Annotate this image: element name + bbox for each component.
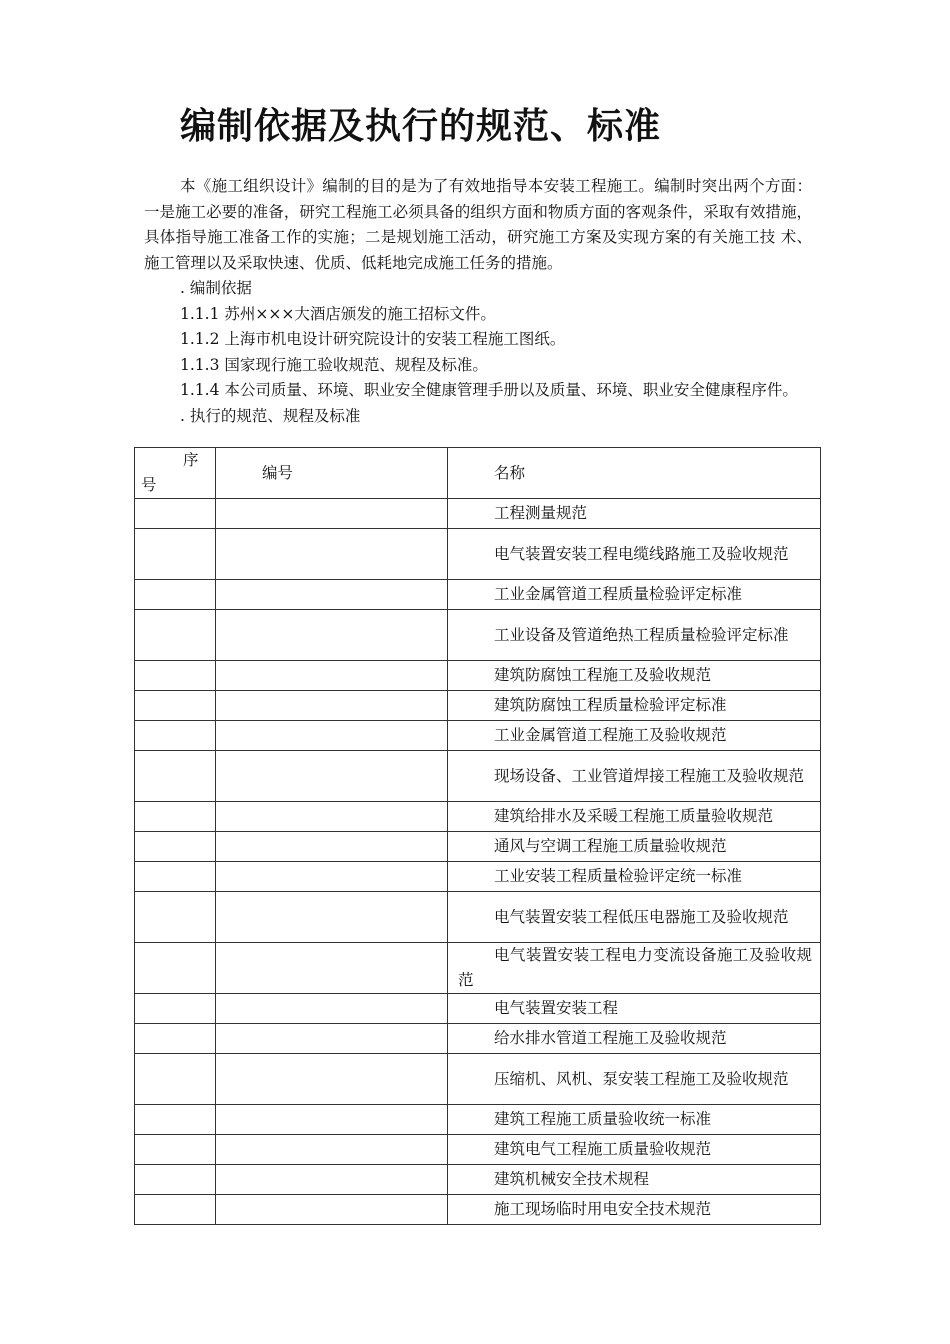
cell-name: 建筑工程施工质量验收统一标准: [448, 1105, 821, 1135]
cell-code: [216, 721, 448, 751]
cell-seq: [135, 994, 216, 1024]
cell-name: 电气装置安装工程低压电器施工及验收规范: [448, 892, 821, 943]
table-row: [135, 892, 821, 943]
cell-seq: [135, 751, 216, 802]
cell-name: 工业设备及管道绝热工程质量检验评定标准: [448, 610, 821, 661]
page-title: 编制依据及执行的规范、标准: [180, 106, 662, 147]
cell-name: 工业金属管道工程施工及验收规范: [448, 721, 821, 751]
table-header-row: [135, 448, 821, 499]
cell-name: 施工现场临时用电安全技术规范: [448, 1195, 821, 1225]
cell-name: 电气装置安装工程电力变流设备施工及验收规范: [448, 943, 821, 994]
table-row: [135, 943, 821, 994]
cell-seq: [135, 721, 216, 751]
table-row: [135, 862, 821, 892]
cell-seq: [135, 832, 216, 862]
cell-code: [216, 862, 448, 892]
cell-name: 现场设备、工业管道焊接工程施工及验收规范: [448, 751, 821, 802]
cell-code: [216, 1135, 448, 1165]
cell-name: 压缩机、风机、泵安装工程施工及验收规范: [448, 1054, 821, 1105]
header-name: 名称: [448, 448, 821, 499]
cell-seq: [135, 943, 216, 994]
cell-code: [216, 802, 448, 832]
table-row: [135, 721, 821, 751]
cell-seq: [135, 691, 216, 721]
cell-seq: [135, 1165, 216, 1195]
cell-name: 建筑机械安全技术规程: [448, 1165, 821, 1195]
body-text: [144, 174, 812, 429]
table-row: [135, 529, 821, 580]
cell-seq: [135, 892, 216, 943]
table-row: [135, 691, 821, 721]
table-row: [135, 1105, 821, 1135]
cell-code: [216, 892, 448, 943]
cell-seq: [135, 610, 216, 661]
table-row: [135, 1054, 821, 1105]
cell-code: [216, 580, 448, 610]
cell-name: 建筑防腐蚀工程质量检验评定标准: [448, 691, 821, 721]
standards-table-body: [135, 448, 821, 1225]
cell-code: [216, 661, 448, 691]
cell-code: [216, 994, 448, 1024]
cell-name: 给水排水管道工程施工及验收规范: [448, 1024, 821, 1054]
table-row: [135, 832, 821, 862]
table-row: [135, 610, 821, 661]
cell-name: 工程测量规范: [448, 499, 821, 529]
table-row: [135, 1024, 821, 1054]
cell-seq: [135, 1135, 216, 1165]
header-code: 编号: [216, 448, 448, 499]
basis-item: 1.1.3 国家现行施工验收规范、规程及标准。: [180, 355, 488, 374]
cell-seq: [135, 661, 216, 691]
cell-code: [216, 1105, 448, 1135]
cell-name: 工业金属管道工程质量检验评定标准: [448, 580, 821, 610]
cell-name: 电气装置安装工程: [448, 994, 821, 1024]
table-row: [135, 1135, 821, 1165]
cell-name: 工业安装工程质量检验评定统一标准: [448, 862, 821, 892]
cell-name: 通风与空调工程施工质量验收规范: [448, 832, 821, 862]
cell-seq: [135, 1195, 216, 1225]
table-row: [135, 499, 821, 529]
cell-seq: [135, 1054, 216, 1105]
cell-name: 建筑给排水及采暖工程施工质量验收规范: [448, 802, 821, 832]
cell-code: [216, 1195, 448, 1225]
cell-code: [216, 499, 448, 529]
table-row: [135, 802, 821, 832]
header-seq: [135, 448, 216, 499]
cell-code: [216, 1054, 448, 1105]
cell-code: [216, 751, 448, 802]
cell-seq: [135, 1105, 216, 1135]
cell-code: [216, 691, 448, 721]
cell-code: [216, 943, 448, 994]
cell-name: 电气装置安装工程电缆线路施工及验收规范: [448, 529, 821, 580]
standards-table: [134, 447, 821, 1225]
cell-code: [216, 529, 448, 580]
header-seq-part1: 序: [183, 451, 199, 469]
table-row: [135, 661, 821, 691]
basis-item: 1.1.1 苏州×××大酒店颁发的施工招标文件。: [180, 304, 496, 323]
cell-code: [216, 1165, 448, 1195]
basis-item: 1.1.4 本公司质量、环境、职业安全健康管理手册以及质量、环境、职业安全健康程序件。: [180, 381, 798, 399]
table-row: [135, 1165, 821, 1195]
cell-code: [216, 610, 448, 661]
basis-item: 1.1.2 上海市机电设计研究院设计的安装工程施工图纸。: [180, 330, 566, 348]
table-row: [135, 751, 821, 802]
section-heading-basis: . 编制依据: [180, 279, 252, 297]
cell-code: [216, 832, 448, 862]
section-heading-standards: . 执行的规范、规程及标准: [180, 406, 361, 425]
cell-seq: [135, 580, 216, 610]
cell-seq: [135, 529, 216, 580]
cell-seq: [135, 1024, 216, 1054]
cell-seq: [135, 802, 216, 832]
header-seq-part2: 号: [141, 476, 157, 494]
cell-name: 建筑防腐蚀工程施工及验收规范: [448, 661, 821, 691]
intro-paragraph: 本《施工组织设计》编制的目的是为了有效地指导本安装工程施工。编制时突出两个方面：一是施工必要的准备，研究工程施工必须具备的组织方面和物质方面的客观条件，采取有效措施，具体指导施工准备工作的实施；二是规划施工活动，研究施工方案及实现方案的有关施工技 术、施工管理以及采取快速、优质、低耗地完成施工任务的措施。: [144, 177, 812, 272]
table-row: [135, 994, 821, 1024]
cell-name: 建筑电气工程施工质量验收规范: [448, 1135, 821, 1165]
cell-seq: [135, 862, 216, 892]
cell-seq: [135, 499, 216, 529]
table-row: [135, 1195, 821, 1225]
cell-code: [216, 1024, 448, 1054]
table-row: [135, 580, 821, 610]
